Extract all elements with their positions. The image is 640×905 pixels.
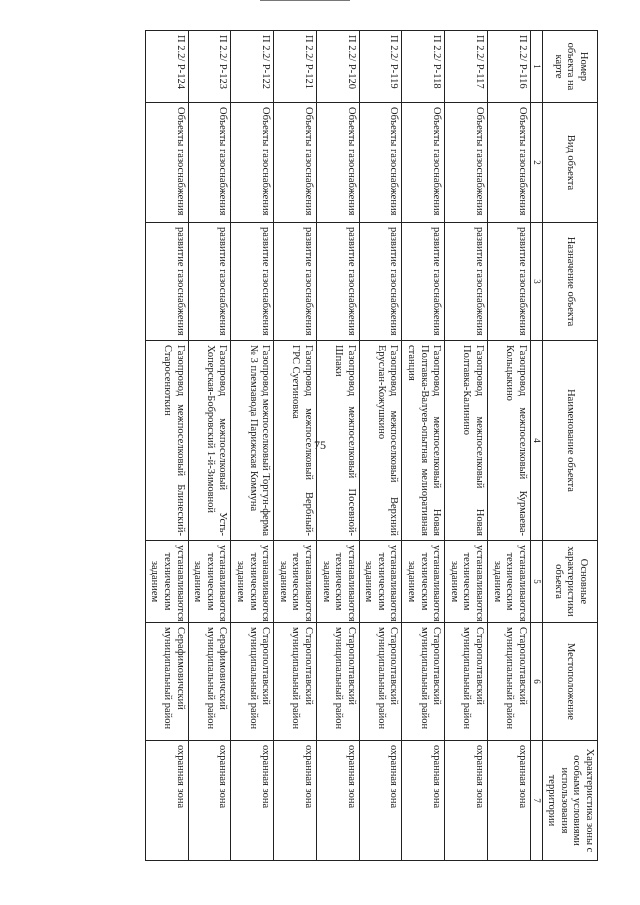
zone-characteristic-cell: охранная зона [274,741,317,861]
object-location-cell: Старополтавский муниципальный район [274,623,317,741]
table-row [316,31,359,861]
object-name-cell: Газопровод межпоселковый Новая Полтавка-Валуев-опытная мелиоративная станция [402,341,445,541]
object-location-cell: Серафимовичский муниципальный район [145,623,188,741]
object-kind-cell: Объекты газоснабжения [316,103,359,223]
object-number-cell: П 2.2/ Р-124 [145,31,188,103]
object-characteristics-cell: устанавливаются техническим заданием [445,541,488,623]
page-number: 75 [314,438,326,452]
object-name-cell: Газопровод межпоселковый Курмаева-Кольцыкино [488,341,531,541]
header-cell: Характеристика зоны с особыми условиями использования территории [542,741,597,861]
object-purpose-cell: развитие газоснабжения [445,223,488,341]
header-cell: Местоположение [542,623,597,741]
object-number-cell: П 2.2/ Р-117 [445,31,488,103]
table-row [359,31,402,861]
object-kind-cell: Объекты газоснабжения [145,103,188,223]
object-location-cell: Старополтавский муниципальный район [359,623,402,741]
object-purpose-cell: развитие газоснабжения [231,223,274,341]
object-location-cell: Старополтавский муниципальный район [402,623,445,741]
zone-characteristic-cell: охранная зона [402,741,445,861]
object-characteristics-cell: устанавливаются техническим заданием [274,541,317,623]
object-location-cell: Старополтавский муниципальный район [445,623,488,741]
zone-characteristic-cell: охранная зона [445,741,488,861]
object-characteristics-cell: устанавливаются техническим заданием [188,541,231,623]
object-purpose-cell: развитие газоснабжения [316,223,359,341]
object-number-cell: П 2.2/ Р-120 [316,31,359,103]
object-kind-cell: Объекты газоснабжения [188,103,231,223]
object-characteristics-cell: устанавливаются техническим заданием [145,541,188,623]
object-name-cell: Газопровод межпоселковый Новая Полтавка-Калинино [445,341,488,541]
table-row [188,31,231,861]
table-header-row [542,31,597,861]
table-row [274,31,317,861]
object-purpose-cell: развитие газоснабжения [359,223,402,341]
object-purpose-cell: развитие газоснабжения [274,223,317,341]
column-index-row [530,31,542,861]
zone-characteristic-cell: охранная зона [231,741,274,861]
column-index-cell: 7 [530,741,542,861]
zone-characteristic-cell: охранная зона [145,741,188,861]
zone-characteristic-cell: охранная зона [359,741,402,861]
object-location-cell: Старополтавский муниципальный район [316,623,359,741]
table-row [145,31,188,861]
column-index-cell: 2 [530,103,542,223]
object-kind-cell: Объекты газоснабжения [274,103,317,223]
object-purpose-cell: развитие газоснабжения [145,223,188,341]
header-cell: Назначение объекта [542,223,597,341]
object-kind-cell: Объекты газоснабжения [488,103,531,223]
object-characteristics-cell: устанавливаются техническим заданием [359,541,402,623]
rotated-table-stage [70,30,598,860]
object-number-cell: П 2.2/ Р-118 [402,31,445,103]
table-row [445,31,488,861]
object-location-cell: Серафимовичский муниципальный район [188,623,231,741]
zone-characteristic-cell: охранная зона [188,741,231,861]
object-name-cell: Газопровод межпоселковый Верхний Еруслан-Кожушкино [359,341,402,541]
header-cell: Вид объекта [542,103,597,223]
object-kind-cell: Объекты газоснабжения [359,103,402,223]
object-name-cell: Газопровод межпоселковый Торгун-ферма № 3 племзавода Парижская Коммуна [231,341,274,541]
object-name-cell: Газопровод межпоселковый Блинеский-Старосенюткин [145,341,188,541]
object-purpose-cell: развитие газоснабжения [402,223,445,341]
object-location-cell: Старополтавский муниципальный район [231,623,274,741]
object-number-cell: П 2.2/ Р-123 [188,31,231,103]
object-purpose-cell: развитие газоснабжения [488,223,531,341]
object-location-cell: Старополтавский муниципальный район [488,623,531,741]
table-body [145,31,530,861]
object-number-cell: П 2.2/ Р-119 [359,31,402,103]
column-index-cell: 3 [530,223,542,341]
object-number-cell: П 2.2/ Р-121 [274,31,317,103]
object-kind-cell: Объекты газоснабжения [445,103,488,223]
column-index-cell: 4 [530,341,542,541]
zone-characteristic-cell: охранная зона [488,741,531,861]
object-name-cell: Газопровод межпоселковый Вербный-ГРС Суетиновка [274,341,317,541]
header-cell: Номер объекта на карте [542,31,597,103]
object-characteristics-cell: устанавливаются техническим заданием [231,541,274,623]
object-characteristics-cell: устанавливаются техническим заданием [316,541,359,623]
object-kind-cell: Объекты газоснабжения [231,103,274,223]
zone-characteristic-cell: охранная зона [316,741,359,861]
object-name-cell: Газопровод межпоселковый Усть-Хоперская-Бобровский 1-й-Зимовной [188,341,231,541]
object-kind-cell: Объекты газоснабжения [402,103,445,223]
objects-table [145,30,598,861]
table-row [231,31,274,861]
top-rule [260,0,350,1]
table-row [402,31,445,861]
object-number-cell: П 2.2/ Р-116 [488,31,531,103]
object-number-cell: П 2.2/ Р-122 [231,31,274,103]
column-index-cell: 5 [530,541,542,623]
column-index-cell: 6 [530,623,542,741]
object-characteristics-cell: устанавливаются техническим заданием [402,541,445,623]
column-index-cell: 1 [530,31,542,103]
header-cell: Основные характеристики объекта [542,541,597,623]
table-row [488,31,531,861]
object-characteristics-cell: устанавливаются техническим заданием [488,541,531,623]
object-purpose-cell: развитие газоснабжения [188,223,231,341]
object-name-cell: Газопровод межпоселковый Посевной-Шпаки [316,341,359,541]
header-cell: Наименование объекта [542,341,597,541]
